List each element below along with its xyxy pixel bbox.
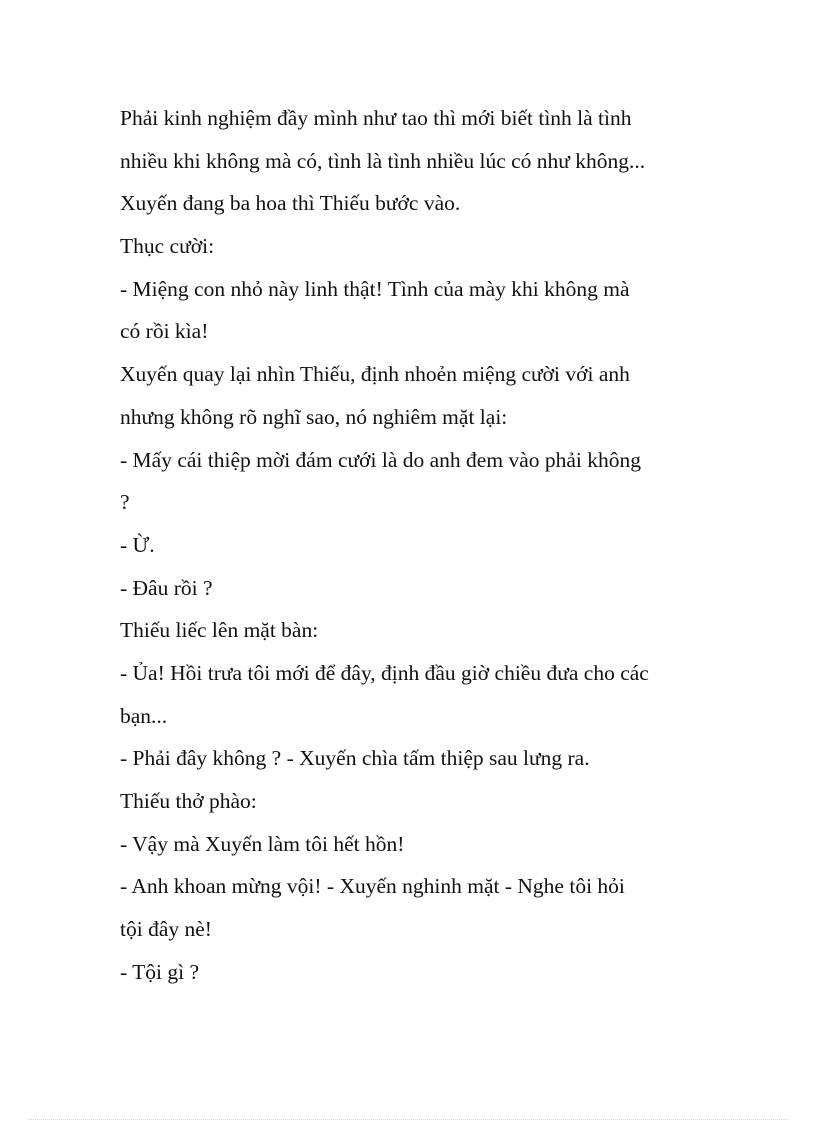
text-line: có rồi kìa! — [120, 319, 209, 344]
text-line: ? — [120, 490, 130, 515]
text-line: Phải kinh nghiệm đầy mình như tao thì mới biết tình là tình — [120, 106, 632, 130]
text-line: - Ừ. — [120, 532, 155, 557]
text-line: - Vậy mà Xuyến làm tôi hết hồn! — [120, 831, 405, 856]
text-line: nhiều khi không mà có, tình là tình nhiều lúc có như không... — [120, 148, 646, 173]
text-line: tội đây nè! — [120, 917, 212, 942]
text-line: - Anh khoan mừng vội! - Xuyến nghinh mặt - Nghe tôi hỏi — [120, 874, 625, 899]
text-line: - Ủa! Hồi trưa tôi mới để đây, định đầu giờ chiều đưa cho các — [120, 660, 649, 685]
text-line: Thục cười: — [120, 234, 215, 259]
text-line: bạn... — [120, 703, 168, 728]
text-line: - Mấy cái thiệp mời đám cưới là do anh đem vào phải không — [120, 447, 641, 472]
text-line: - Đâu rồi ? — [120, 575, 213, 600]
page-bottom-rule — [28, 1119, 788, 1120]
text-line: Thiếu thở phào: — [120, 789, 257, 813]
text-line: - Tội gì ? — [120, 959, 200, 984]
text-line: nhưng không rõ nghĩ sao, nó nghiêm mặt lại: — [120, 404, 508, 429]
text-line: - Phải đây không ? - Xuyến chìa tấm thiệp sau lưng ra. — [120, 746, 590, 771]
text-line: Xuyến đang ba hoa thì Thiếu bước vào. — [120, 191, 461, 216]
text-line: - Miệng con nhỏ này linh thật! Tình của mày khi không mà — [120, 276, 630, 301]
text-line: Thiếu liếc lên mặt bàn: — [120, 618, 319, 643]
story-text — [120, 97, 720, 993]
text-line: Xuyến quay lại nhìn Thiếu, định nhoẻn miệng cười với anh — [120, 362, 630, 387]
